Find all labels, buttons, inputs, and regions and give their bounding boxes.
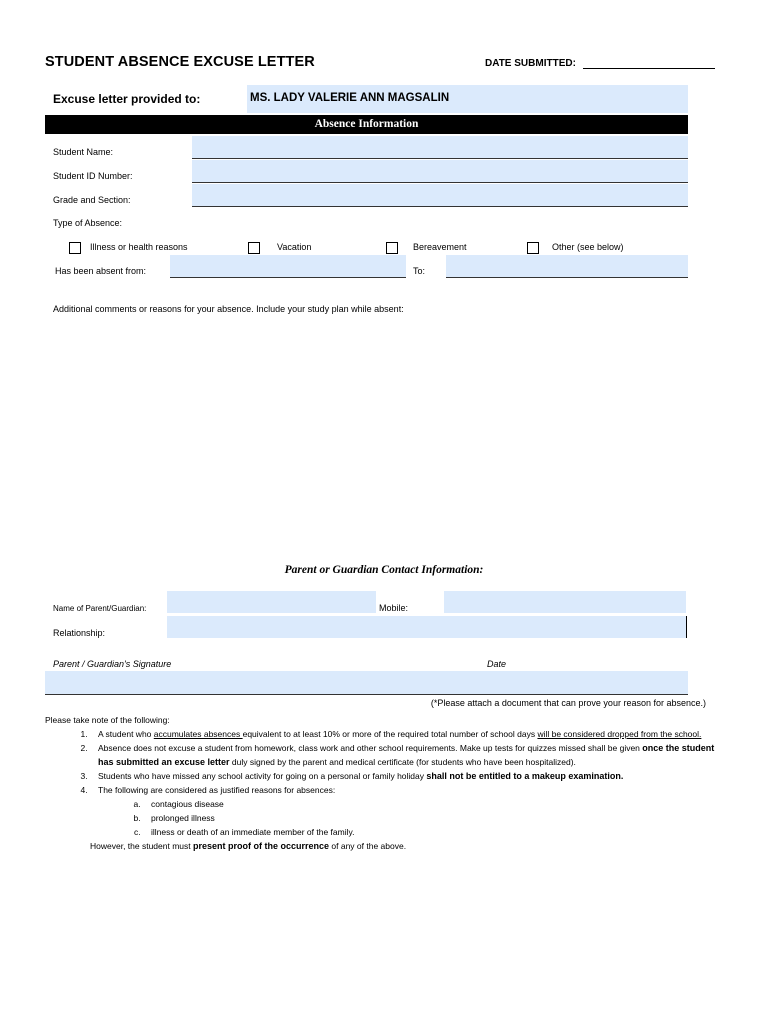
absence-type-label: Type of Absence: bbox=[53, 218, 123, 228]
other-checkbox[interactable] bbox=[527, 242, 539, 254]
grade-section-field[interactable] bbox=[192, 184, 688, 207]
bereavement-checkbox[interactable] bbox=[386, 242, 398, 254]
notes-closing: However, the student must present proof of the occurrence of any of the above. bbox=[90, 841, 407, 851]
parent-info-heading: Parent or Guardian Contact Information: bbox=[284, 564, 484, 576]
signature-label: Parent / Guardian's Signature bbox=[53, 659, 172, 669]
grade-section-label: Grade and Section: bbox=[53, 195, 131, 205]
illness-checkbox[interactable] bbox=[69, 242, 81, 254]
reason-item: c. illness or death of an immediate member of the family. bbox=[143, 825, 715, 839]
reason-item: b. prolonged illness bbox=[143, 811, 715, 825]
student-id-field[interactable] bbox=[192, 160, 688, 183]
parent-name-field[interactable] bbox=[167, 591, 376, 613]
relationship-label: Relationship: bbox=[53, 628, 106, 638]
absent-from-field[interactable] bbox=[170, 255, 406, 278]
bereavement-label: Bereavement bbox=[413, 242, 467, 252]
note-item: 4. The following are considered as justified reasons for absences: a. contagious disease b. prolonged illness c. illness or death of an immediate member of the family. bbox=[90, 783, 715, 839]
other-label: Other (see below) bbox=[552, 242, 624, 252]
absent-to-field[interactable] bbox=[446, 255, 688, 278]
student-name-label: Student Name: bbox=[53, 147, 114, 157]
signature-field[interactable] bbox=[45, 671, 688, 695]
note-item: 3. Students who have missed any school activity for going on a personal or family holiday shall not be entitled to a makeup examination. bbox=[90, 769, 715, 783]
reason-item: a. contagious disease bbox=[143, 797, 715, 811]
absent-to-label: To: bbox=[413, 266, 426, 276]
vacation-label: Vacation bbox=[277, 242, 312, 252]
note-item: 1. A student who accumulates absences equivalent to at least 10% or more of the required total number of school days will be considered dropped from the school. bbox=[90, 727, 715, 741]
date-submitted-label: DATE SUBMITTED: bbox=[485, 58, 576, 69]
relationship-field[interactable] bbox=[167, 616, 687, 638]
absent-from-label: Has been absent from: bbox=[55, 266, 147, 276]
notes-intro: Please take note of the following: bbox=[45, 715, 170, 725]
vacation-checkbox[interactable] bbox=[248, 242, 260, 254]
provided-to-value: MS. LADY VALERIE ANN MAGSALIN bbox=[250, 92, 450, 104]
attach-note: (*Please attach a document that can prove your reason for absence.) bbox=[430, 698, 706, 708]
student-name-field[interactable] bbox=[192, 136, 688, 159]
illness-label: Illness or health reasons bbox=[90, 242, 188, 252]
mobile-label: Mobile: bbox=[379, 603, 409, 613]
absence-info-heading: Absence Information bbox=[45, 115, 688, 134]
parent-name-label: Name of Parent/Guardian: bbox=[53, 604, 147, 613]
comments-area[interactable] bbox=[45, 318, 688, 556]
form-title: STUDENT ABSENCE EXCUSE LETTER bbox=[45, 54, 315, 70]
mobile-field[interactable] bbox=[444, 591, 686, 613]
notes-section bbox=[45, 713, 715, 853]
signature-date-label: Date bbox=[487, 659, 507, 669]
provided-to-label: Excuse letter provided to: bbox=[53, 92, 201, 106]
student-id-label: Student ID Number: bbox=[53, 171, 133, 181]
comments-label: Additional comments or reasons for your absence. Include your study plan while absent: bbox=[53, 304, 404, 314]
note-item: 2. Absence does not excuse a student from homework, class work and other school requirements. Make up tests for quizzes missed shall be given once the student has submitted an excuse letter duly signed by the parent and medical certificate (for students who have been hospitalized). bbox=[90, 741, 715, 769]
date-submitted-field[interactable] bbox=[583, 68, 715, 69]
